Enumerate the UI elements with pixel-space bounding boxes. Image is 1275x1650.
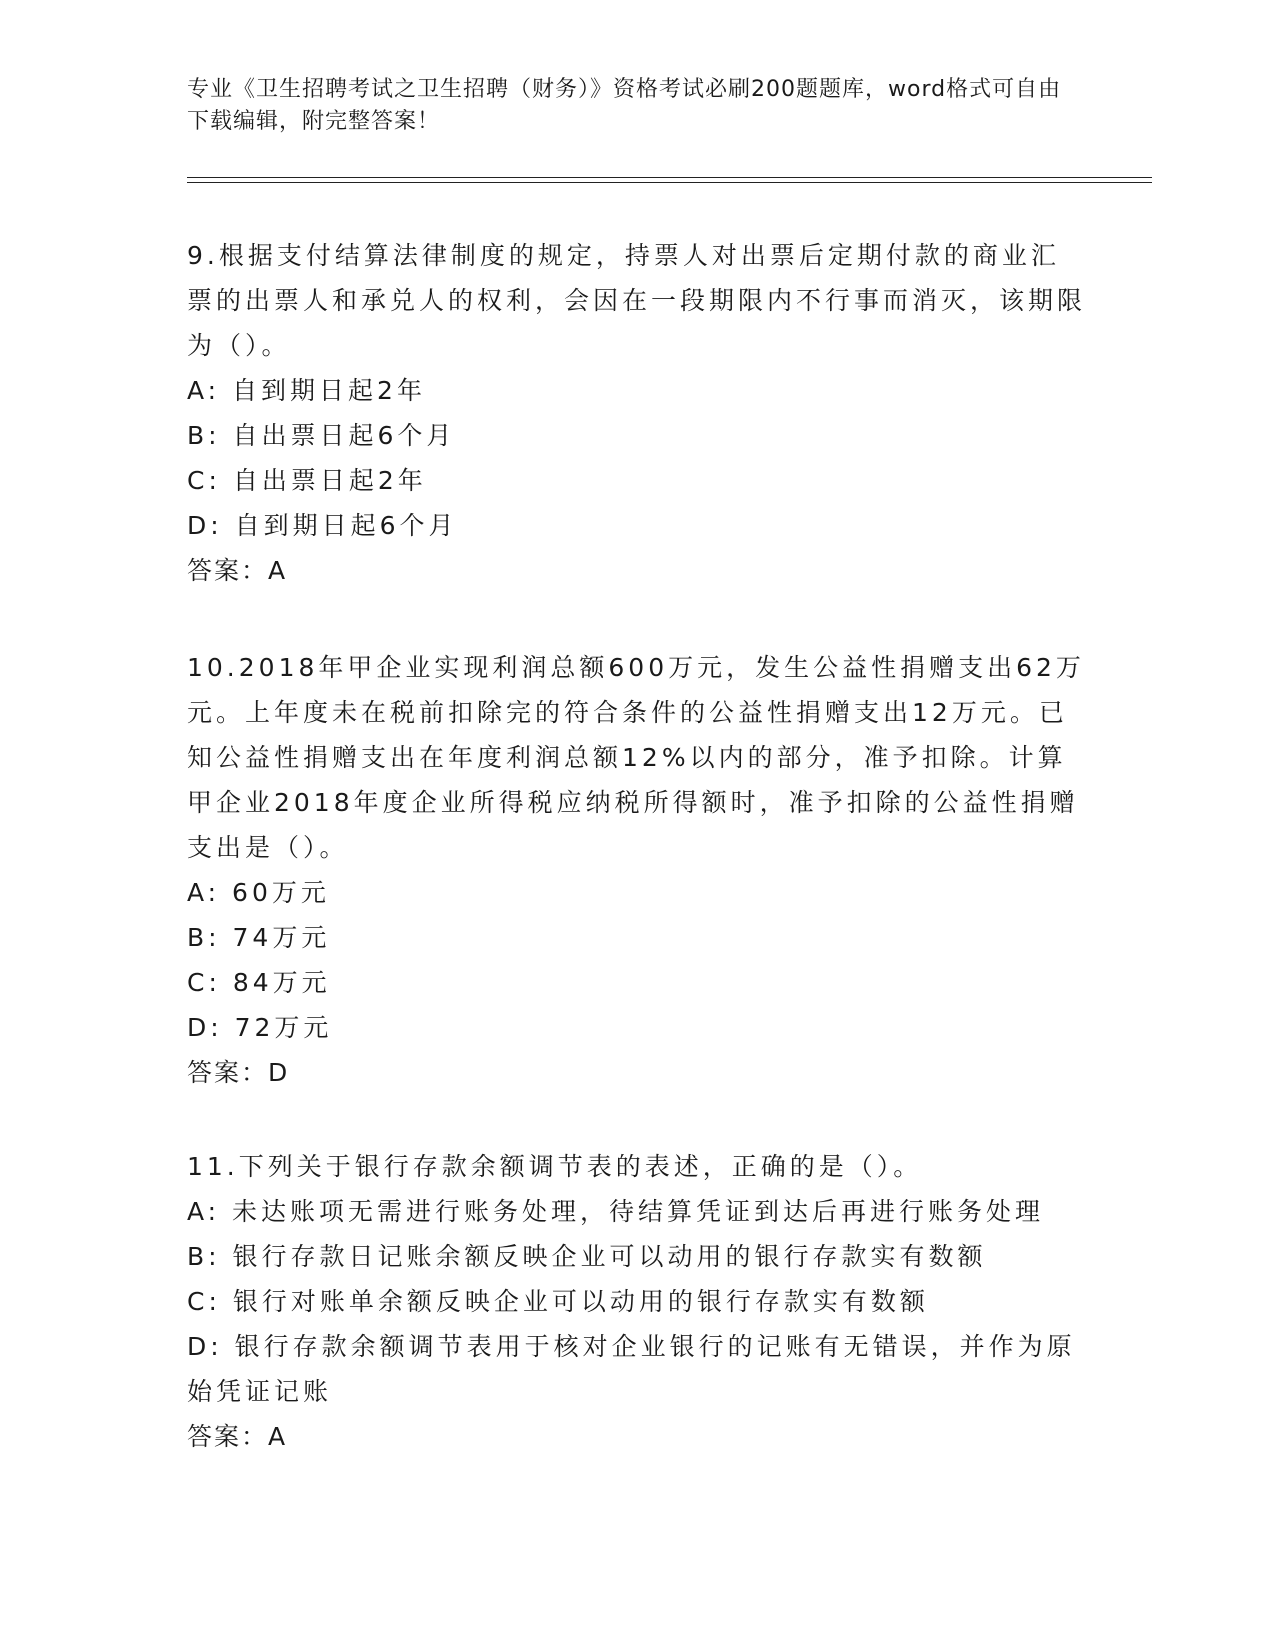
question-11 (187, 1144, 1087, 1459)
option-d: D: 银行存款余额调节表用于核对企业银行的记账有无错误，并作为原始凭证记账 (187, 1332, 1076, 1406)
question-stem: 10.2018年甲企业实现利润总额600万元，发生公益性捐赠支出62万元。上年度未在税前扣除完的符合条件的公益性捐赠支出12万元。已知公益性捐赠支出在年度利润总额12%以内的部分，准予扣除。计算甲企业2018年度企业所得税应纳税所得额时，准予扣除的公益性捐赠支出是（）。 (187, 653, 1085, 862)
answer: 答案：A (187, 1422, 288, 1451)
question-10 (187, 645, 1087, 1095)
answer: 答案：A (187, 556, 288, 585)
option-d: D: 72万元 (187, 1013, 333, 1042)
question-stem: 11.下列关于银行存款余额调节表的表述，正确的是（）。 (187, 1152, 923, 1181)
option-a: A: 60万元 (187, 878, 330, 907)
option-a: A: 未达账项无需进行账务处理，待结算凭证到达后再进行账务处理 (187, 1197, 1045, 1226)
document-header: 专业《卫生招聘考试之卫生招聘（财务）》资格考试必刷200题题库，word格式可自由下载编辑，附完整答案！ (187, 77, 1062, 134)
answer: 答案：D (187, 1058, 290, 1087)
header-divider-top (187, 177, 1152, 178)
question-9 (187, 233, 1087, 593)
option-b: B: 银行存款日记账余额反映企业可以动用的银行存款实有数额 (187, 1242, 987, 1271)
option-c: C: 84万元 (187, 968, 331, 997)
option-b: B: 自出票日起6个月 (187, 421, 456, 450)
option-c: C: 自出票日起2年 (187, 466, 427, 495)
option-d: D: 自到期日起6个月 (187, 511, 458, 540)
option-c: C: 银行对账单余额反映企业可以动用的银行存款实有数额 (187, 1287, 929, 1316)
header-divider-bottom (187, 182, 1152, 183)
question-stem: 9.根据支付结算法律制度的规定，持票人对出票后定期付款的商业汇票的出票人和承兑人的权利，会因在一段期限内不行事而消灭，该期限为（）。 (187, 241, 1087, 360)
option-a: A: 自到期日起2年 (187, 376, 426, 405)
option-b: B: 74万元 (187, 923, 331, 952)
